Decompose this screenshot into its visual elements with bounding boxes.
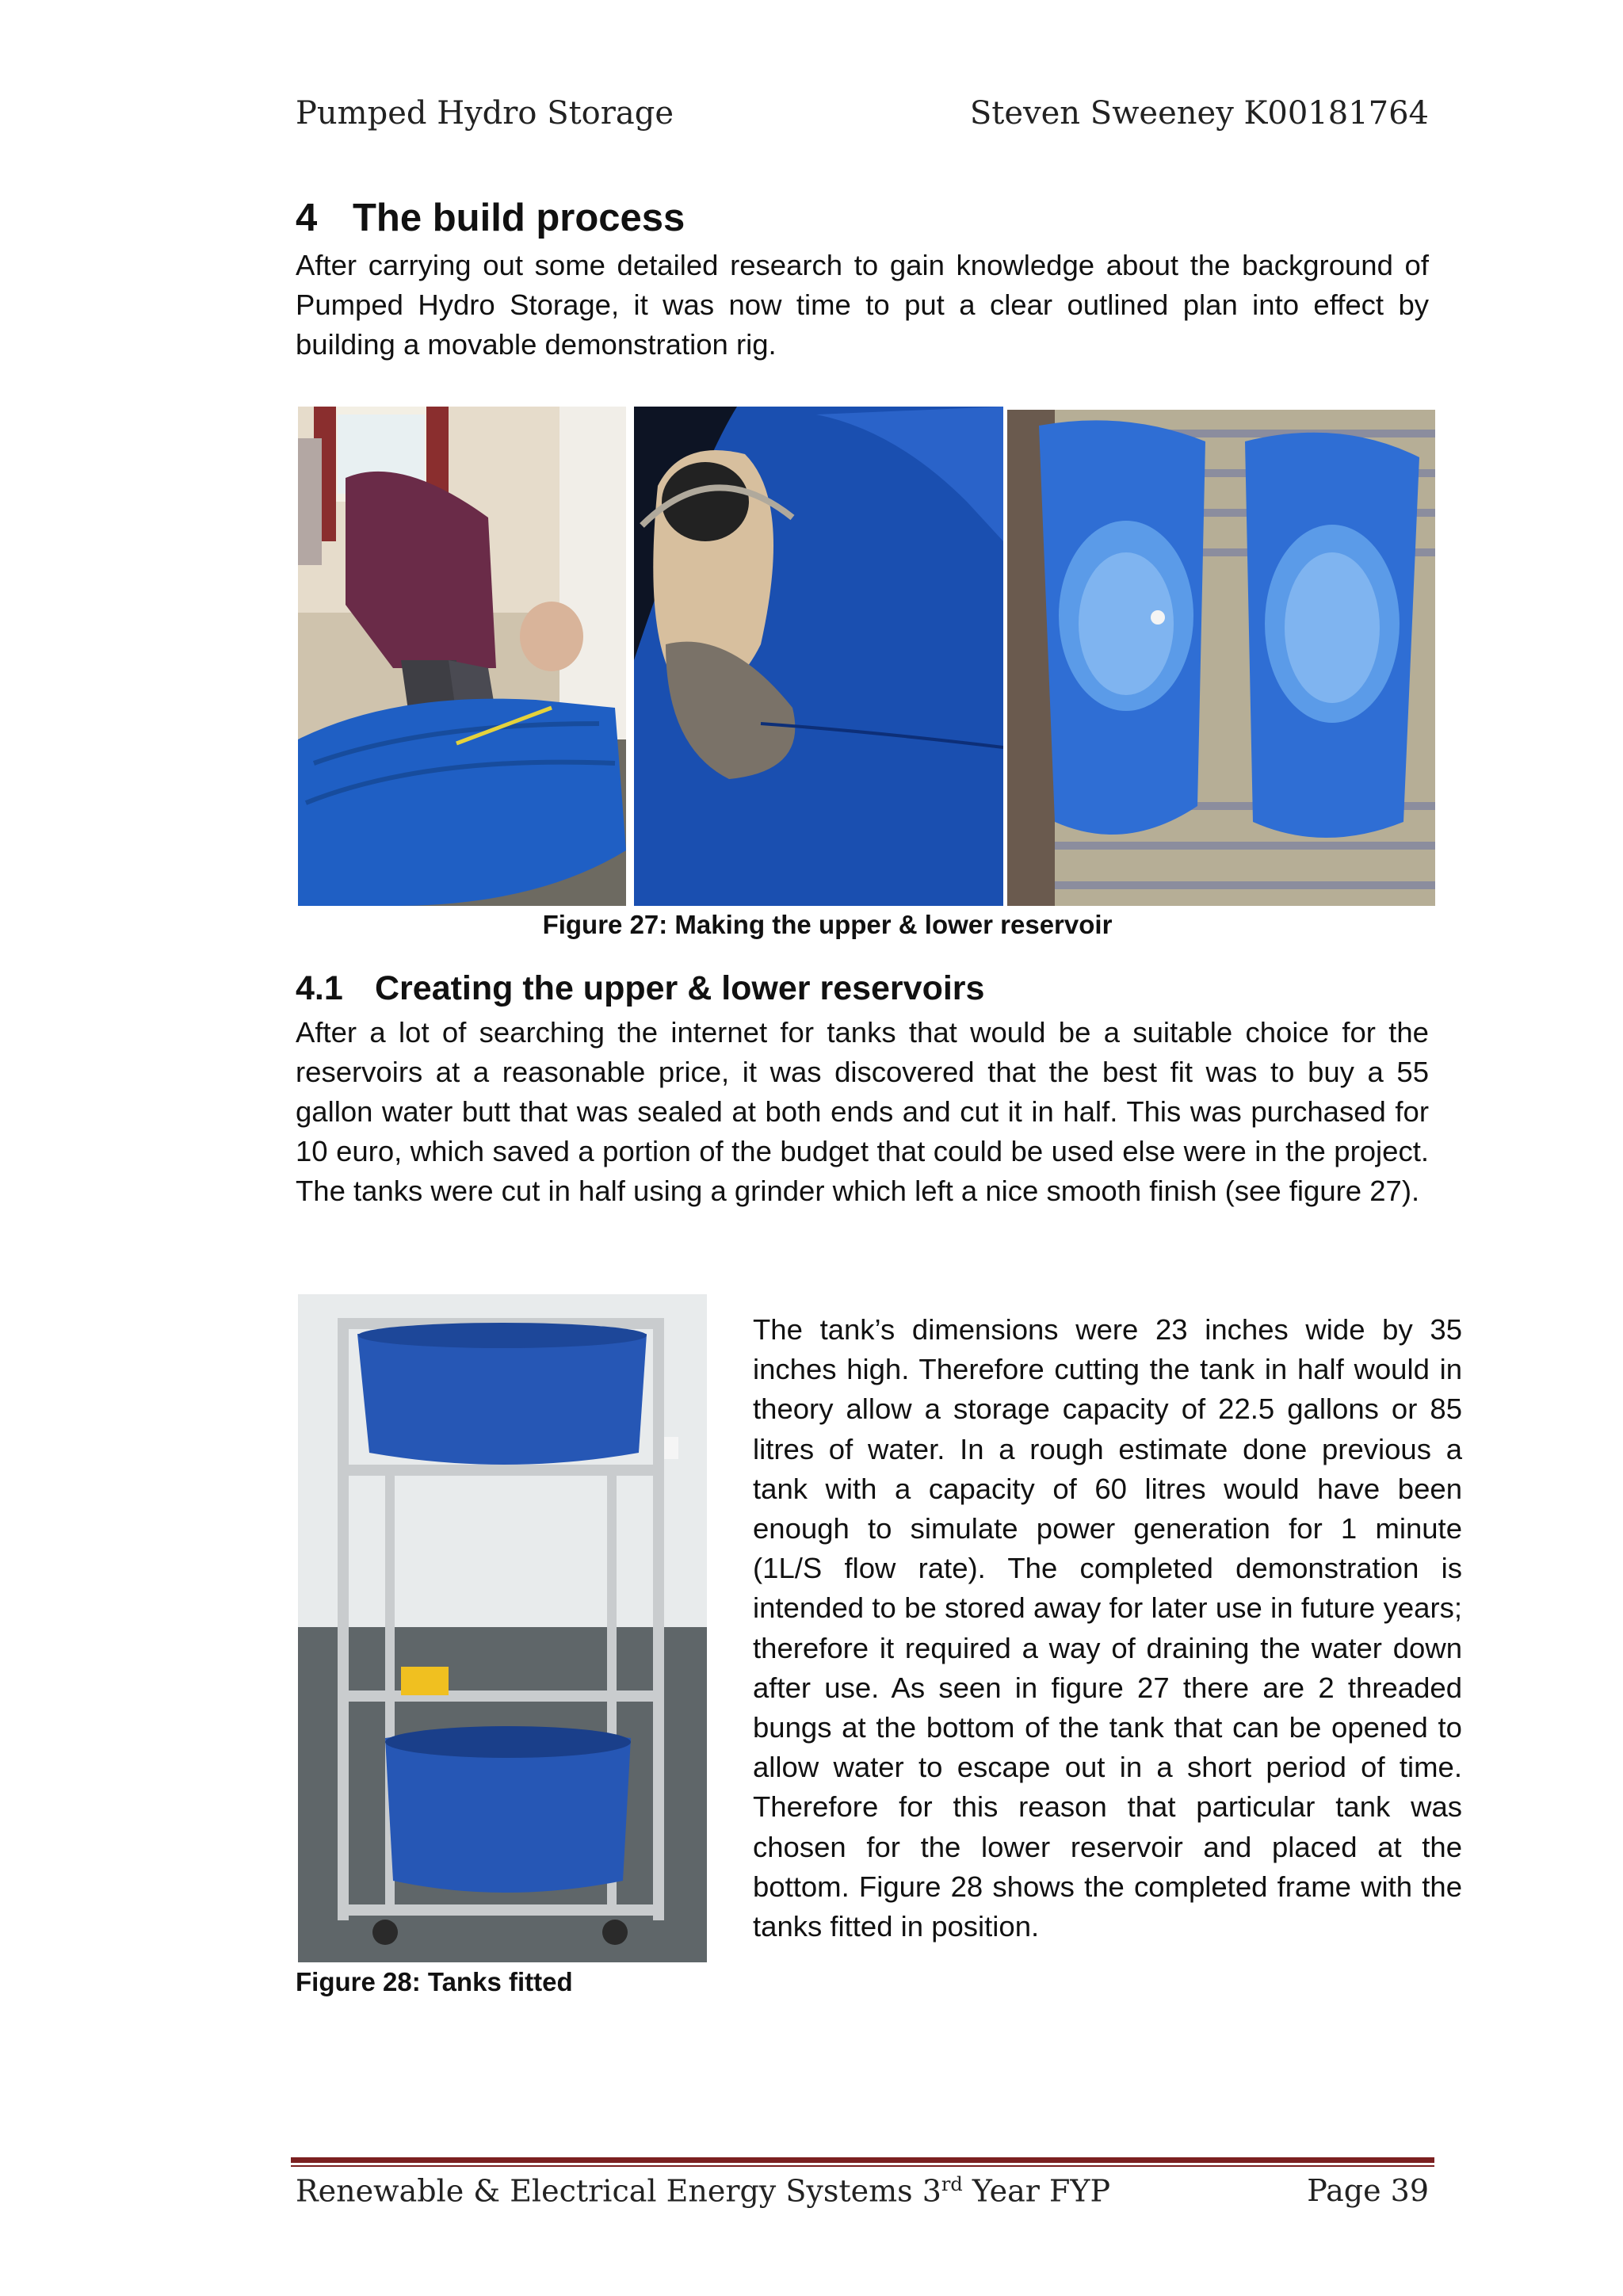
tank-description-paragraph: The tank’s dimensions were 23 inches wide by 35 inches high. Therefore cutting the tank in half would in theory allow a storage capacity of 22.5 gallons or 85 litres of water. In a rough estimate done previous a tank with a capacity of 60 litres would have been enough to simulate power generation for 1 minute (1L/S flow rate). The completed demonstration is intended to be stored away for later use in future years; therefore it required a way of draining the water down after use. As seen in figure 27 there are 2 threaded bungs at the bottom of the tank that can be opened to allow water to escape out in a short period of time. Therefore for this reason that particular tank was chosen for the lower reservoir and placed at the bottom. Figure 28 shows the completed frame with the tanks fitted in position. — [753, 1313, 1462, 1943]
subsection-paragraph: After a lot of searching the internet for tanks that would be a suitable choice for the reservoirs at a reasonable price, it was discovered that the best fit was to buy a 55 gallon water butt that was sealed at both ends and cut it in half. This was purchased for 10 euro, which saved a portion of the budget that could be used else were in the project. The tanks were cut in half using a grinder which left a nice smooth finish (see figure 27). — [296, 1016, 1429, 1207]
section-title: The build process — [353, 197, 685, 239]
footer-course-pre: Renewable & Electrical Energy Systems 3 — [296, 2173, 941, 2209]
figure27-caption: Figure 27: Making the upper & lower reservoir — [542, 910, 1113, 939]
footer-course-sup: rd — [941, 2173, 963, 2195]
photo-tanks-fitted — [298, 1294, 707, 1962]
footer-rule-thick — [291, 2157, 1434, 2163]
page-number: Page 39 — [1307, 2173, 1429, 2208]
header-title: Pumped Hydro Storage — [296, 95, 674, 132]
photo-grinder-cutting — [634, 407, 1003, 906]
footer-course — [296, 2173, 1110, 2209]
figure28-caption: Figure 28: Tanks fitted — [296, 1967, 573, 1996]
header-author: Steven Sweeney K00181764 — [969, 95, 1429, 132]
section-number: 4 — [296, 197, 318, 239]
photo-cut-halves — [1007, 410, 1435, 906]
photo-measuring-barrel — [298, 407, 626, 906]
subsection-heading — [296, 969, 984, 1008]
subsection-title: Creating the upper & lower reservoirs — [375, 969, 985, 1007]
footer-course-post: Year FYP — [962, 2173, 1111, 2209]
footer-rule-thin — [291, 2165, 1434, 2167]
intro-paragraph: After carrying out some detailed research to gain knowledge about the background of Pumped Hydro Storage, it was now time to put a clear outlined plan into effect by building a movable demonstration rig. — [296, 249, 1429, 361]
section-heading — [296, 196, 685, 240]
subsection-number: 4.1 — [296, 969, 343, 1007]
